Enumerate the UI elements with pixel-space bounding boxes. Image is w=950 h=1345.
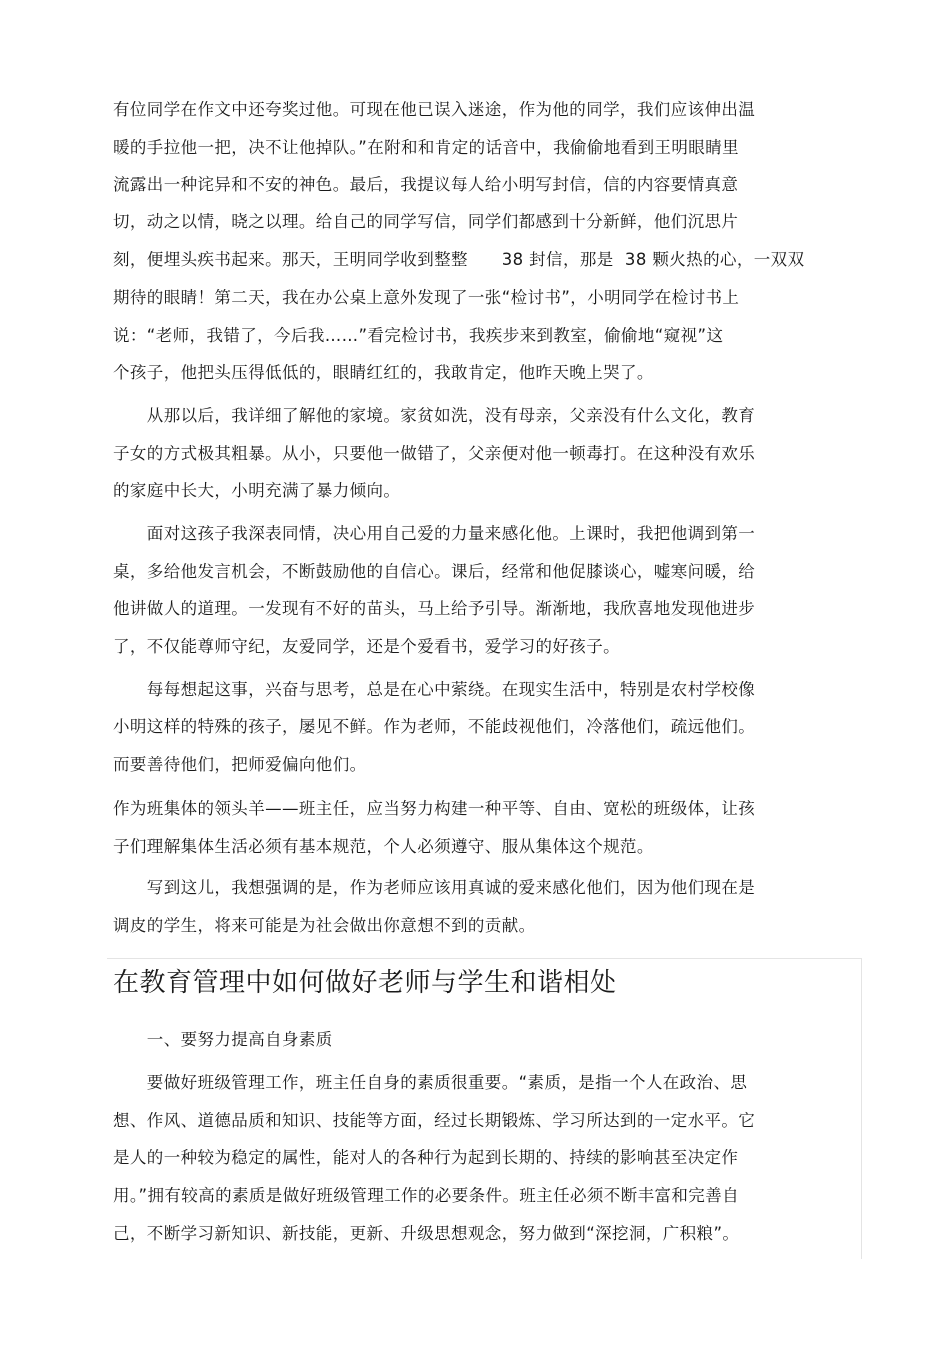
text-line: 暖的手拉他一把，决不让他掉队。”在附和和肯定的话音中，我偷偷地看到王明眼睛里 — [113, 138, 739, 157]
section-frame — [107, 958, 862, 1259]
text-line: 切，动之以情，晓之以理。给自己的同学写信，同学们都感到十分新鲜，他们沉思片 — [113, 212, 739, 231]
text-line: 己，不断学习新知识、新技能，更新、升级思想观念，努力做到“深挖洞，广积粮”。 — [113, 1224, 740, 1243]
subheading: 一、要努力提高自身素质 — [113, 1030, 333, 1049]
text-line: 是人的一种较为稳定的属性，能对人的各种行为起到长期的、持续的影响甚至决定作 — [113, 1148, 739, 1167]
text-line: 子女的方式极其粗暴。从小，只要他一做错了，父亲便对他一顿毒打。在这种没有欢乐 — [113, 444, 756, 463]
section-title: 在教育管理中如何做好老师与学生和谐相处 — [113, 968, 617, 998]
text-line: 每每想起这事，兴奋与思考，总是在心中萦绕。在现实生活中，特别是农村学校像 — [113, 680, 756, 699]
text-line: 流露出一种诧异和不安的神色。最后，我提议每人给小明写封信，信的内容要情真意 — [113, 175, 739, 194]
text-line: 桌，多给他发言机会，不断鼓励他的自信心。课后，经常和他促膝谈心，嘘寒问暖，给 — [113, 562, 756, 581]
text-line: 刻，便埋头疾书起来。那天，王明同学收到整整 38 封信，那是 38 颗火热的心，一双双 — [113, 250, 805, 269]
text-line: 了，不仅能尊师守纪，友爱同学，还是个爱看书，爱学习的好孩子。 — [113, 637, 620, 656]
text-line: 说：“老师，我错了，今后我……”看完检讨书，我疾步来到教室，偷偷地“窥视”这 — [113, 326, 724, 345]
text-line: 从那以后，我详细了解他的家境。家贫如洗，没有母亲，父亲没有什么文化，教育 — [113, 406, 756, 425]
text-line: 的家庭中长大，小明充满了暴力倾向。 — [113, 481, 401, 500]
text-line: 写到这儿，我想强调的是，作为老师应该用真诚的爱来感化他们，因为他们现在是 — [113, 878, 756, 897]
text-line: 要做好班级管理工作，班主任自身的素质很重要。“素质，是指一个人在政治、思 — [113, 1073, 748, 1092]
text-line: 个孩子，他把头压得低低的，眼睛红红的，我敢肯定，他昨天晚上哭了。 — [113, 363, 654, 382]
text-line: 有位同学在作文中还夸奖过他。可现在他已误入迷途，作为他的同学，我们应该伸出温 — [113, 100, 756, 119]
text-line: 小明这样的特殊的孩子，屡见不鲜。作为老师，不能歧视他们，冷落他们，疏远他们。 — [113, 717, 756, 736]
text-line: 用。”拥有较高的素质是做好班级管理工作的必要条件。班主任必须不断丰富和完善自 — [113, 1186, 739, 1205]
text-line: 调皮的学生，将来可能是为社会做出你意想不到的贡献。 — [113, 916, 536, 935]
text-line: 作为班集体的领头羊——班主任，应当努力构建一种平等、自由、宽松的班级体，让孩 — [113, 799, 756, 818]
text-line: 想、作风、道德品质和知识、技能等方面，经过长期锻炼、学习所达到的一定水平。它 — [113, 1111, 756, 1130]
text-line: 而要善待他们，把师爱偏向他们。 — [113, 755, 367, 774]
text-line: 子们理解集体生活必须有基本规范，个人必须遵守、服从集体这个规范。 — [113, 837, 654, 856]
text-line: 面对这孩子我深表同情，决心用自己爱的力量来感化他。上课时，我把他调到第一 — [113, 524, 756, 543]
text-line: 期待的眼睛！第二天，我在办公桌上意外发现了一张“检讨书”，小明同学在检讨书上 — [113, 288, 740, 307]
text-line: 他讲做人的道理。一发现有不好的苗头，马上给予引导。渐渐地，我欣喜地发现他进步 — [113, 599, 756, 618]
